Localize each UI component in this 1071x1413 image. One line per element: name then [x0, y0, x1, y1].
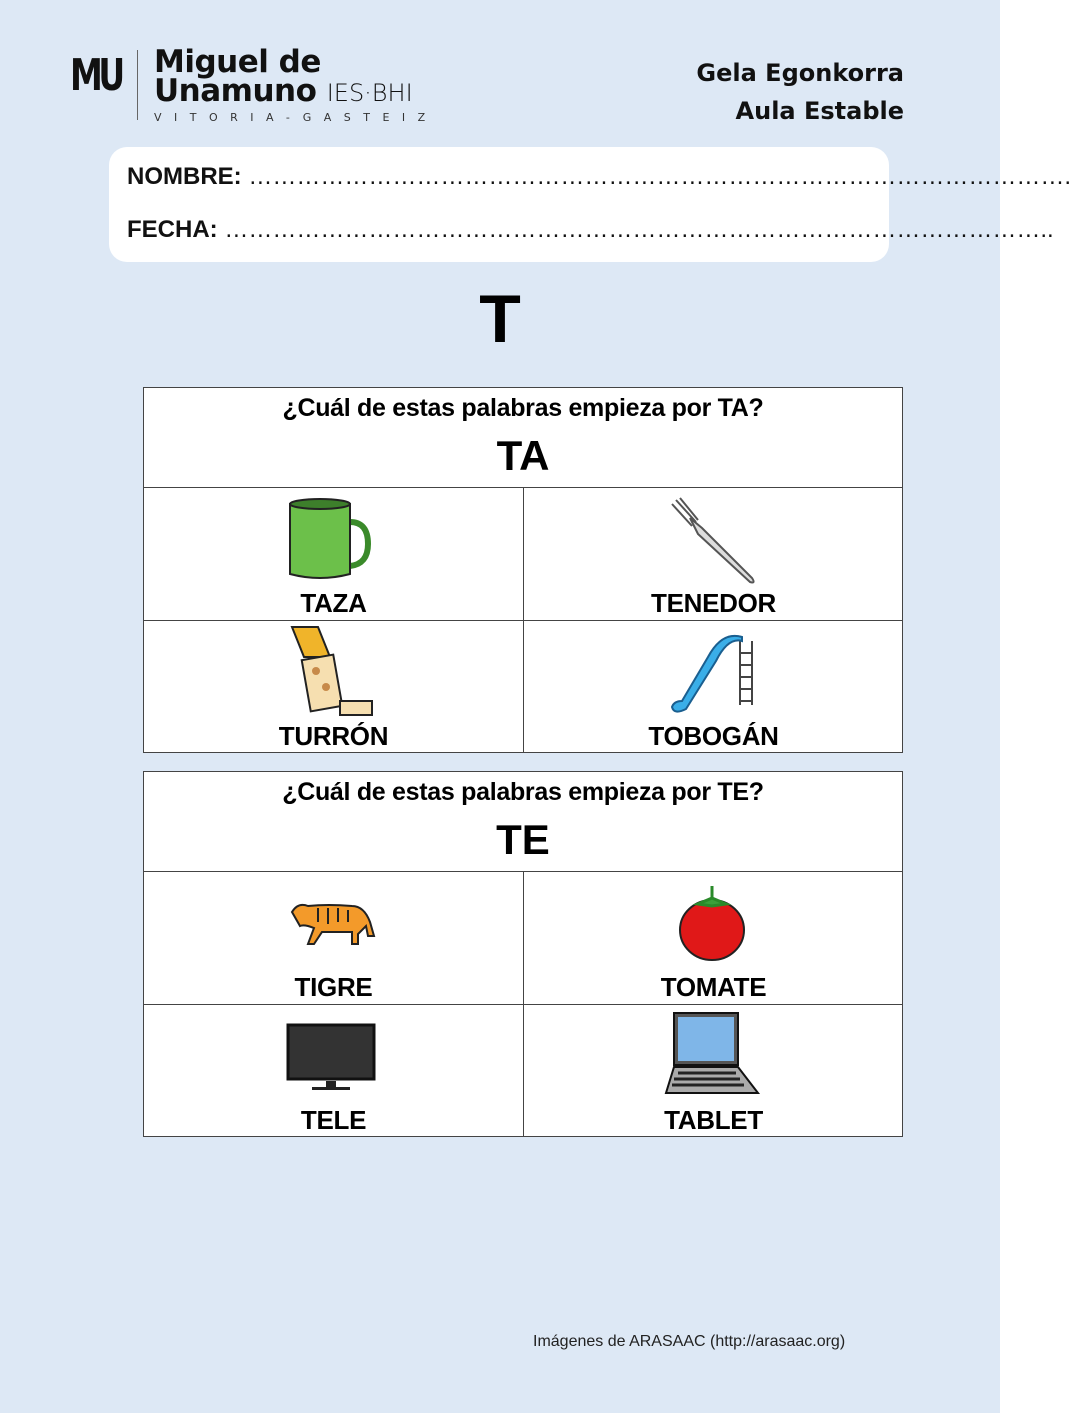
option-tele[interactable]: [144, 1005, 523, 1138]
fork-icon: [664, 494, 760, 586]
question: ¿Cuál de estas palabras empieza por TA?: [282, 394, 764, 422]
image-credit: Imágenes de ARASAAC (http://arasaac.org): [533, 1333, 846, 1350]
exercise-te: [143, 771, 903, 1137]
word: TOMATE: [660, 972, 767, 1002]
nougat-icon: [284, 627, 380, 719]
logo-line1: Miguel de: [154, 44, 321, 80]
word: TURRÓN: [278, 721, 389, 751]
option-tablet[interactable]: [524, 1005, 903, 1138]
tiger-icon: [284, 878, 380, 970]
option-turron[interactable]: [144, 621, 523, 754]
syllable: TA: [496, 432, 550, 479]
mug-icon: [284, 494, 380, 586]
word: TAZA: [300, 588, 367, 618]
student-info-box: [109, 147, 1071, 262]
syllable: TE: [496, 816, 550, 863]
option-tomate[interactable]: [524, 872, 903, 1005]
logo-suffix: IES·BHI: [326, 79, 413, 107]
tv-icon: [284, 1011, 380, 1103]
word: TENEDOR: [650, 588, 777, 618]
option-tigre[interactable]: [144, 872, 523, 1005]
option-tobogan[interactable]: [524, 621, 903, 754]
word: TELE: [300, 1105, 367, 1135]
school-line1: Gela Egonkorra: [696, 59, 904, 87]
logo-city: VITORIA-GASTEIZ: [154, 111, 438, 124]
name-field[interactable]: NOMBRE: ………………………………………………………………………………………….: [127, 163, 1071, 190]
word: TABLET: [664, 1105, 763, 1135]
word: TIGRE: [294, 972, 373, 1002]
slide-icon: [664, 627, 760, 719]
word: TOBOGÁN: [648, 721, 779, 751]
date-field[interactable]: FECHA: …………………………………………………………………………………………..: [127, 216, 1054, 243]
question: ¿Cuál de estas palabras empieza por TE?: [282, 778, 764, 806]
logo-line2: Unamuno IES·BHI: [154, 73, 413, 109]
school-logo: [70, 44, 438, 124]
logo-divider: [137, 50, 138, 120]
tablet-icon: [664, 1011, 760, 1103]
option-tenedor[interactable]: [524, 488, 903, 621]
school-info: [696, 54, 904, 130]
letter-title: T: [479, 281, 521, 357]
school-line2: Aula Estable: [735, 97, 904, 125]
option-taza[interactable]: [144, 488, 523, 621]
tomato-icon: [664, 878, 760, 970]
logo-mark: MU: [70, 50, 121, 101]
exercise-ta: [143, 387, 903, 753]
